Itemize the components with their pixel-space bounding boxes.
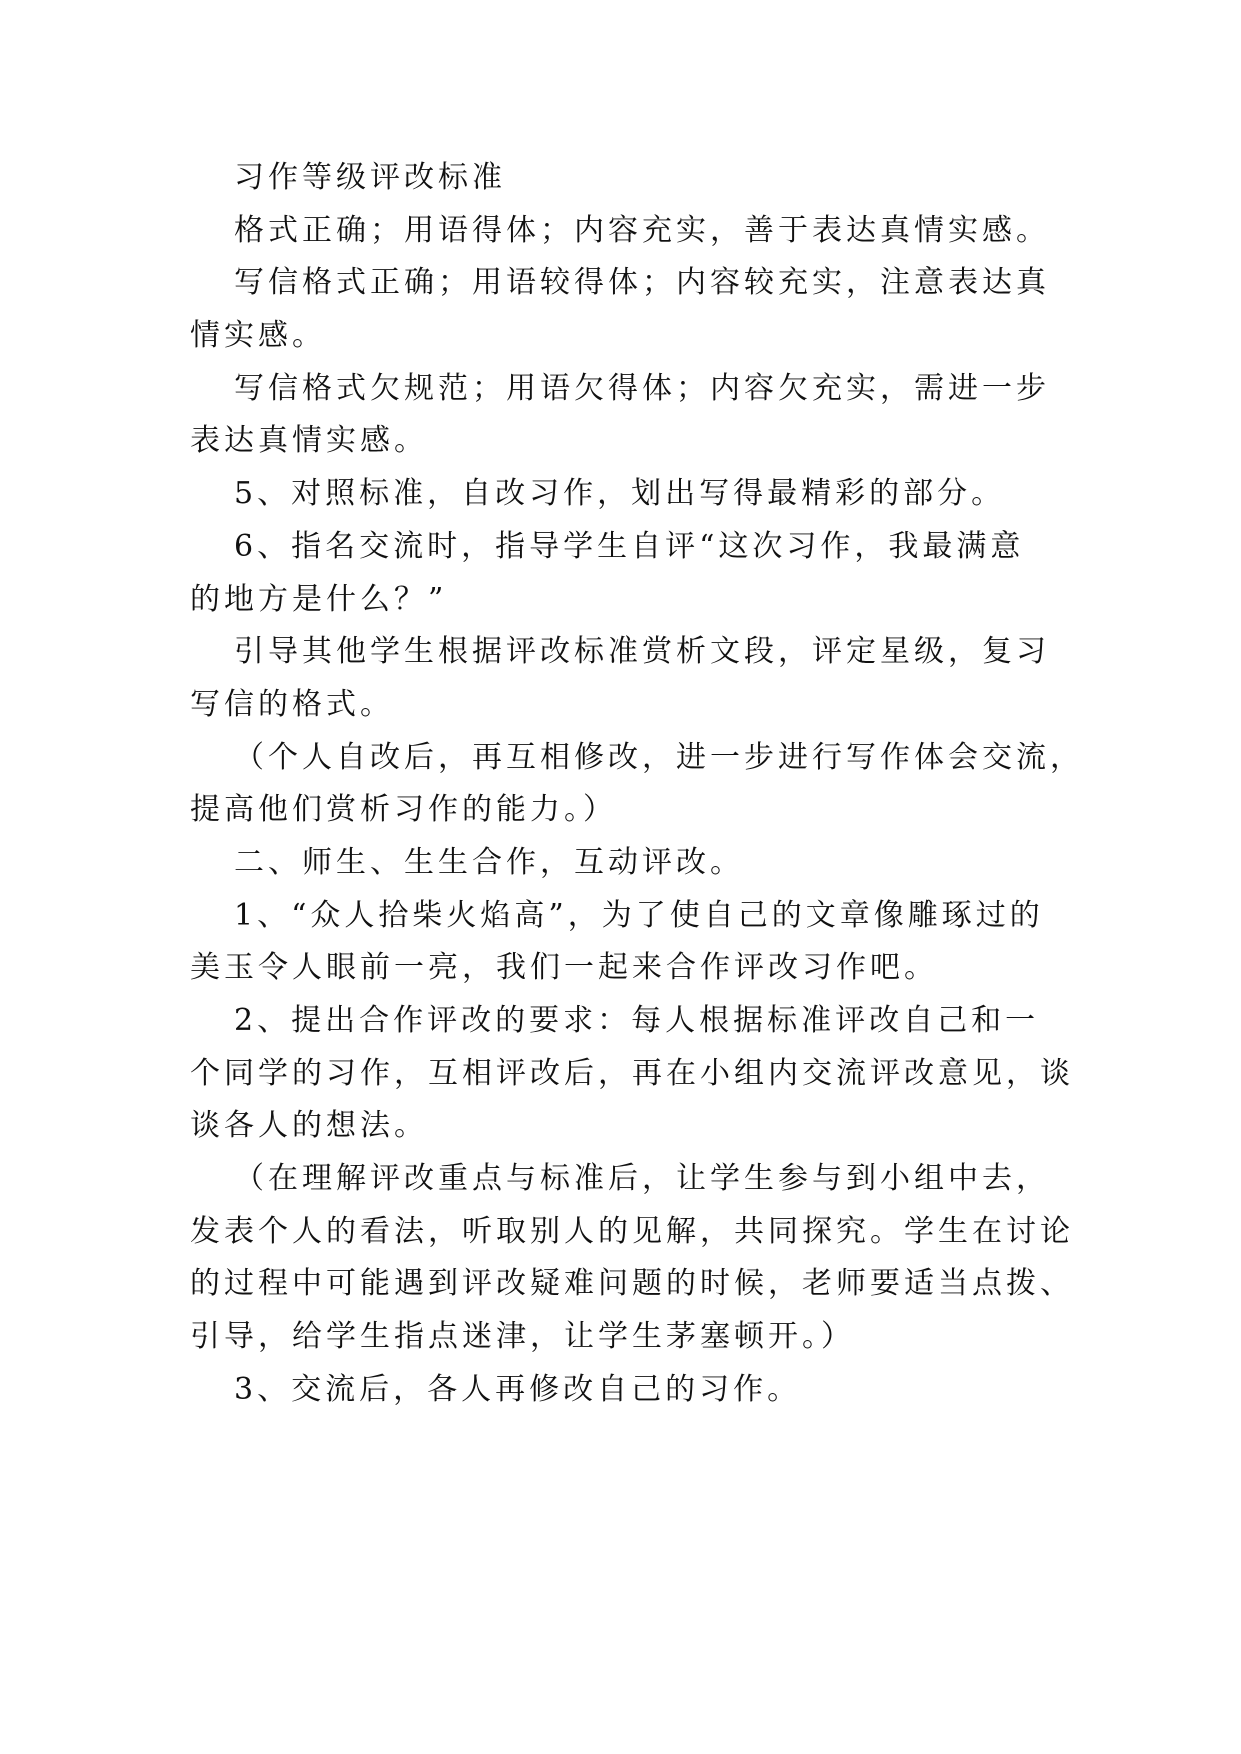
text-line: 的地方是什么？”: [190, 581, 448, 617]
section-heading-line: 二、师生、生生合作，互动评改。: [234, 844, 744, 880]
text-line: 发表个人的看法，听取别人的见解，共同探究。学生在讨论: [190, 1213, 1074, 1249]
text-line: 美玉令人眼前一亮，我们一起来合作评改习作吧。: [190, 950, 938, 986]
text-line: 谈各人的想法。: [190, 1108, 428, 1144]
text-line: 个同学的习作，互相评改后，再在小组内交流评改意见，谈: [190, 1055, 1074, 1091]
text-line: （个人自改后，再互相修改，进一步进行写作体会交流，: [234, 739, 1084, 775]
text-line: （在理解评改重点与标准后，让学生参与到小组中去，: [234, 1161, 1050, 1197]
document-body: [190, 152, 1084, 1417]
text-line: 写信的格式。: [190, 686, 394, 722]
text-line: 3、交流后，各人再修改自己的习作。: [234, 1371, 802, 1407]
text-line: 情实感。: [190, 318, 326, 354]
text-line: 引导其他学生根据评改标准赏析文段，评定星级，复习: [234, 634, 1050, 670]
text-line: 写信格式正确；用语较得体；内容较充实，注意表达真: [234, 265, 1050, 301]
heading-line: 习作等级评改标准: [234, 160, 506, 195]
text-line: 1、“众人拾柴火焰高”，为了使自己的文章像雕琢过的: [234, 897, 1044, 933]
text-line: 格式正确；用语得体；内容充实，善于表达真情实感。: [234, 212, 1050, 248]
text-line: 表达真情实感。: [190, 423, 428, 459]
text-line: 5、对照标准，自改习作，划出写得最精彩的部分。: [234, 476, 1006, 512]
text-line: 写信格式欠规范；用语欠得体；内容欠充实，需进一步: [234, 370, 1050, 406]
text-line: 6、指名交流时，指导学生自评“这次习作，我最满意: [234, 528, 1025, 564]
text-line: 引导，给学生指点迷津，让学生茅塞顿开。）: [190, 1319, 855, 1355]
text-line: 的过程中可能遇到评改疑难问题的时候，老师要适当点拨、: [190, 1266, 1074, 1302]
text-line: 提高他们赏析习作的能力。）: [190, 792, 617, 828]
text-line: 2、提出合作评改的要求：每人根据标准评改自己和一: [234, 1003, 1040, 1038]
